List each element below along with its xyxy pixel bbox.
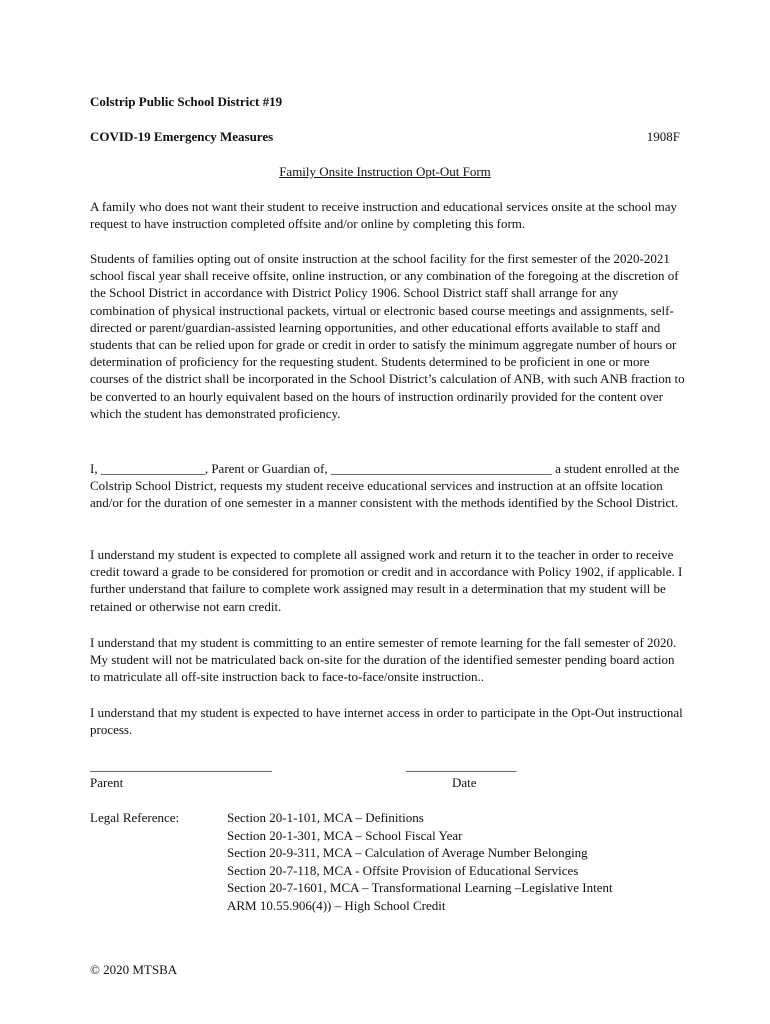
legal-reference-item: Section 20-7-118, MCA - Offsite Provision of Educational Services <box>227 862 579 878</box>
district-name: Colstrip Public School District #19 <box>90 94 283 109</box>
work-paragraph: I understand my student is expected to complete all assigned work and return it to the teacher in order to receive credit toward a grade to be considered for promotion or credit and in accordance with Policy 1902, if applicable. I further understand that failure to complete work assigned may result in a determination that my student will be retained or otherwise not earn credit. <box>90 547 683 614</box>
form-title: Family Onsite Instruction Opt-Out Form <box>279 164 491 179</box>
legal-reference-list <box>227 809 613 915</box>
legal-reference-item: Section 20-1-101, MCA – Definitions <box>227 810 424 825</box>
date-label: Date <box>452 775 477 790</box>
header-row <box>90 128 680 145</box>
policy-code: 1908F <box>646 129 680 144</box>
semester-paragraph: I understand that my student is committing to an entire semester of remote learning for the fall semester of 2020. My student will not be matriculated back on-site for the duration of the identified semester pending board action to matriculate all off-site instruction back to face-to-face/onsite instruction.. <box>90 635 677 685</box>
parent-signature-line: ____________________________ <box>90 758 272 773</box>
date-signature-line: _________________ <box>406 758 517 773</box>
copyright-notice: © 2020 MTSBA <box>90 962 178 977</box>
students-paragraph: Students of families opting out of onsite instruction at the school facility for the first semester of the 2020-2021 school fiscal year shall receive offsite, online instruction, or any combination of the foregoing at the discretion of the School District in accordance with District Policy 1906. School District staff shall arrange for any combination of physical instructional packets, virtual or electronic based course meetings and assignments, self-directed or parent/guardian-assisted learning opportunities, and other educational efforts available to staff and students that can be relied upon for grade or credit in order to satisfy the minimum aggregate number of hours or determination of proficiency for the requesting student. Students determined to be proficient in one or more courses of the district shall be incorporated in the School District’s calculation of ANB, with such ANB fraction to be converted to an hourly equivalent based on the hours of instruction ordinarily provided for the content over which the student has demonstrated proficiency. <box>90 251 685 421</box>
request-paragraph: I, ________________, Parent or Guardian of, __________________________________ a student enrolled at the Colstrip School District, requests my student receive educational services and instruction at an offsite location and/or for the duration of one semester in a manner consistent with the methods identified by the School District. <box>90 461 680 511</box>
legal-reference-item: ARM 10.55.906(4)) – High School Credit <box>227 897 446 913</box>
internet-paragraph: I understand that my student is expected to have internet access in order to participate in the Opt-Out instructional process. <box>90 705 683 738</box>
intro-paragraph: A family who does not want their student to receive instruction and educational services onsite at the school may request to have instruction completed offsite and/or online by completing this form. <box>90 199 678 232</box>
legal-reference-item: Section 20-9-311, MCA – Calculation of Average Number Belonging <box>227 845 588 861</box>
parent-label: Parent <box>90 775 124 790</box>
legal-reference-item: Section 20-7-1601, MCA – Transformational Learning –Legislative Intent <box>227 880 613 896</box>
document-heading: COVID-19 Emergency Measures <box>90 129 274 144</box>
legal-reference-item: Section 20-1-301, MCA – School Fiscal Year <box>227 827 463 843</box>
legal-reference-label: Legal Reference: <box>90 810 180 825</box>
